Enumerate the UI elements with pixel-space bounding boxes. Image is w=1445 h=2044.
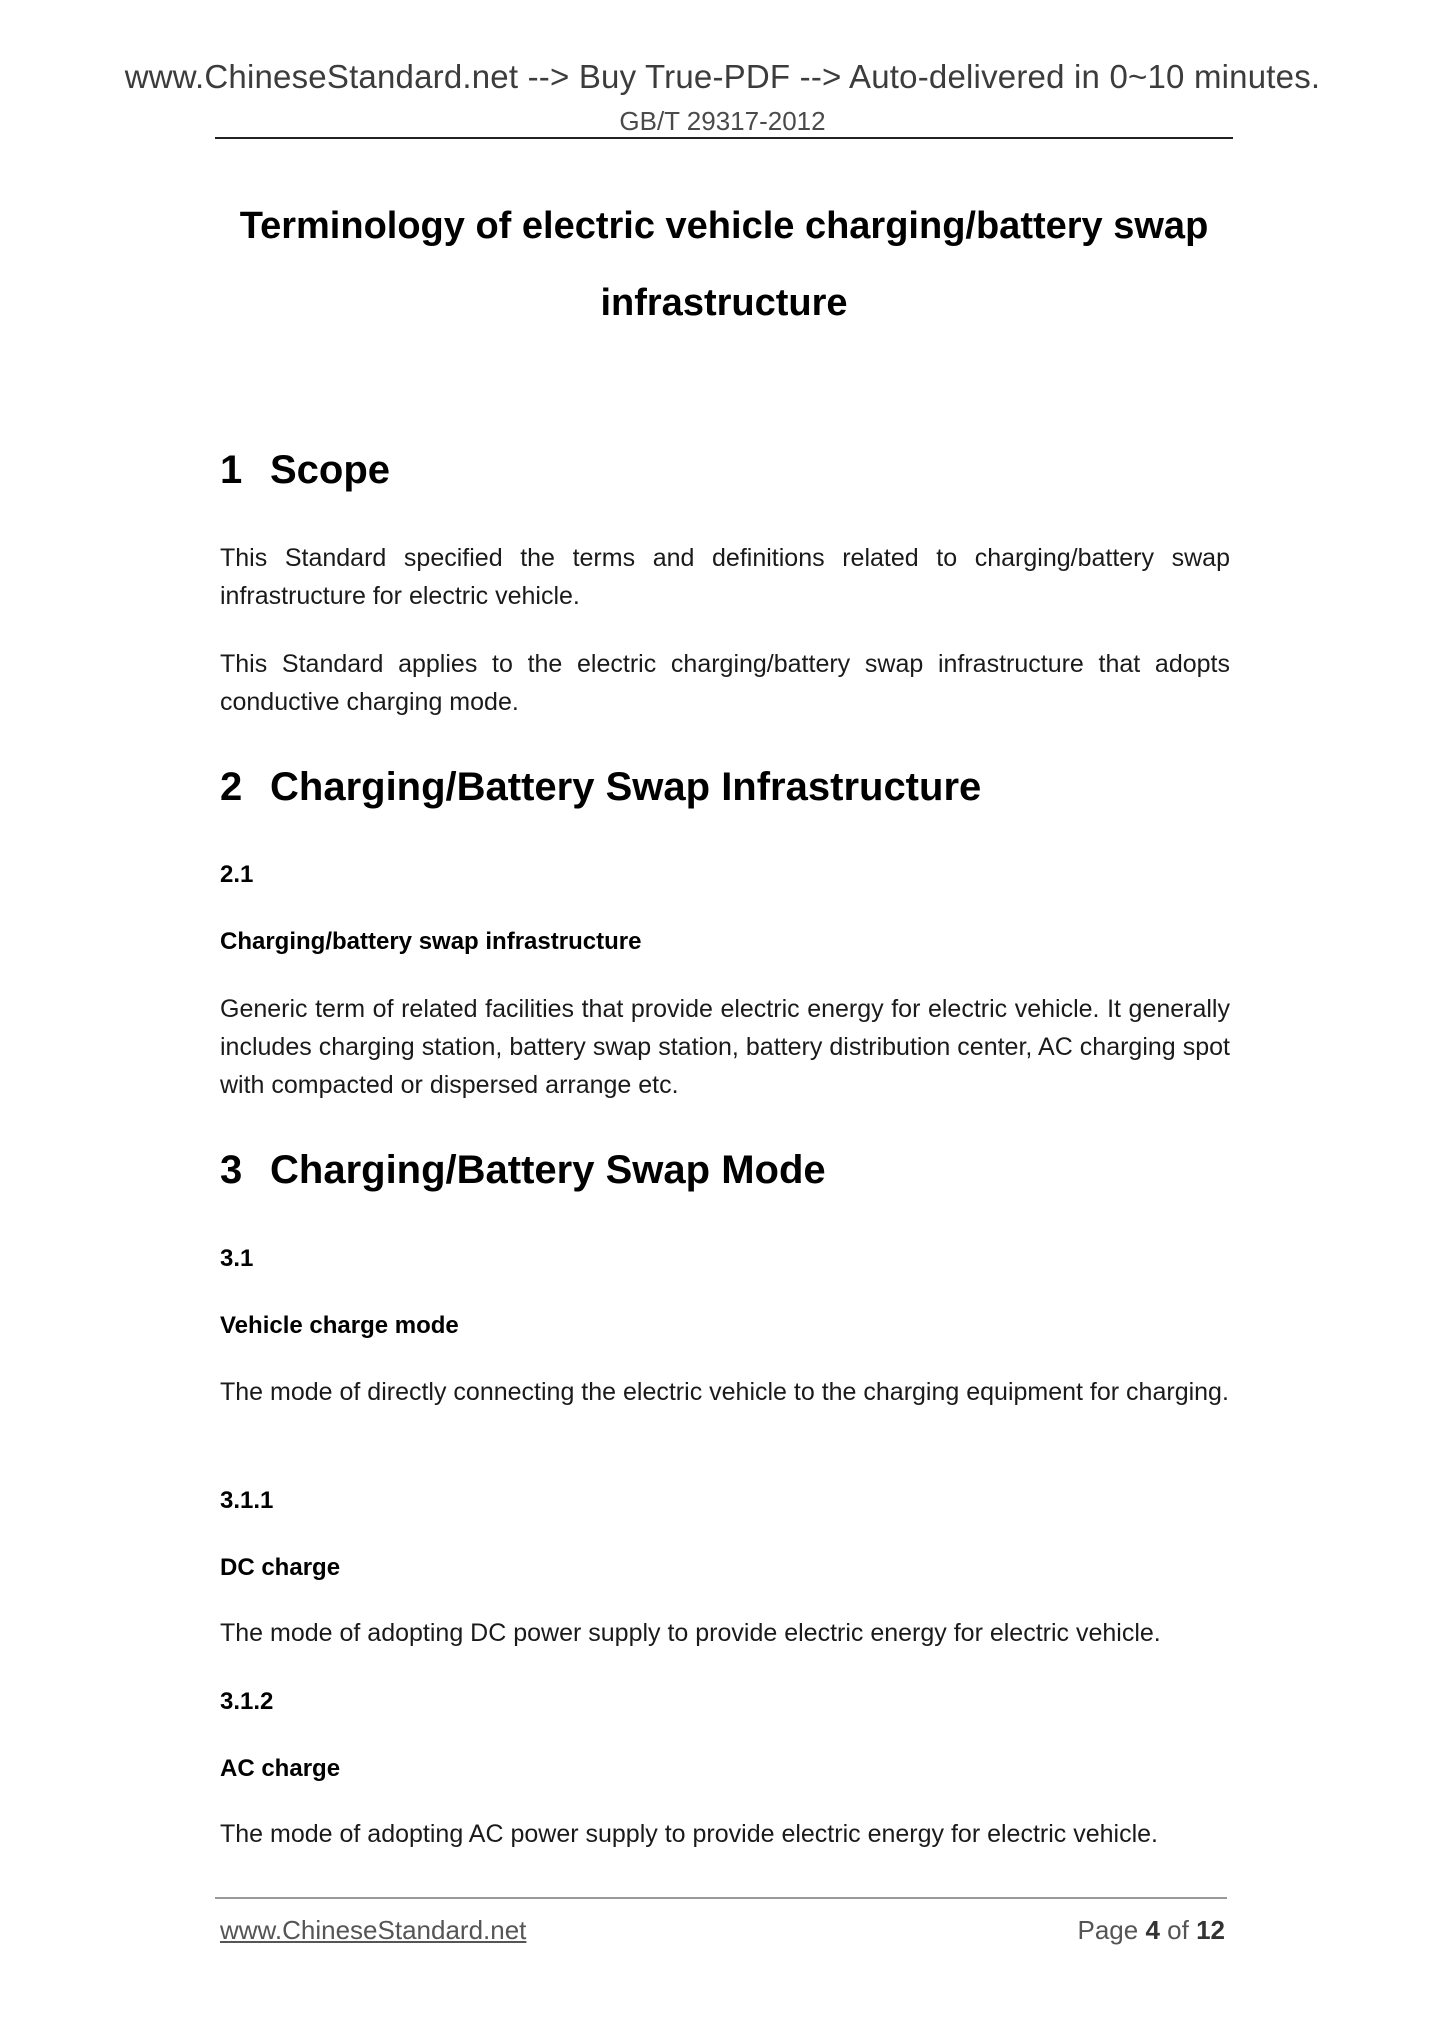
section-title: Charging/Battery Swap Infrastructure: [270, 765, 982, 809]
term-definition: The mode of adopting DC power supply to provide electric energy for electric vehicle.: [220, 1619, 1161, 1647]
section-number: 1: [220, 448, 243, 492]
term-definition: The mode of directly connecting the electric vehicle to the charging equipment for charging.: [220, 1378, 1229, 1406]
section-heading-scope: [220, 448, 390, 493]
document-title: [215, 188, 1233, 342]
page-indicator: [1077, 1915, 1225, 1946]
footer-site-link[interactable]: www.ChineseStandard.net: [220, 1915, 527, 1945]
term-number: 3.1: [220, 1245, 254, 1272]
term-definition: Generic term of related facilities that provide electric energy for electric vehicle. It generally includes charging station, battery swap station, battery distribution center, AC charging spot with compacted or dispersed arrange etc.: [220, 995, 1230, 1099]
page-current: 4: [1145, 1915, 1160, 1945]
section-heading-infrastructure: [220, 765, 981, 810]
term-number: 3.1.2: [220, 1688, 274, 1715]
term-name: DC charge: [220, 1554, 341, 1581]
term-number: 2.1: [220, 861, 254, 888]
page-total: 12: [1196, 1915, 1225, 1945]
page-of: of: [1167, 1915, 1189, 1945]
document-title-line-2: infrastructure: [600, 282, 848, 324]
section-number: 3: [220, 1148, 243, 1192]
paragraph: This Standard applies to the electric charging/battery swap infrastructure that adopts conductive charging mode.: [220, 650, 1230, 716]
term-definition: The mode of adopting AC power supply to provide electric energy for electric vehicle.: [220, 1820, 1158, 1848]
standard-code: GB/T 29317-2012: [619, 106, 826, 136]
paragraph: This Standard specified the terms and definitions related to charging/battery swap infrastructure for electric vehicle.: [220, 544, 1230, 610]
page-prefix: Page: [1077, 1915, 1139, 1945]
term-number: 3.1.1: [220, 1487, 274, 1514]
section-number: 2: [220, 765, 243, 809]
header-banner[interactable]: www.ChineseStandard.net --> Buy True-PDF --> Auto-delivered in 0~10 minutes.: [124, 58, 1321, 95]
header-divider: [215, 137, 1233, 139]
section-title: Charging/Battery Swap Mode: [270, 1148, 826, 1192]
term-name: Vehicle charge mode: [220, 1312, 459, 1339]
document-title-line-1: Terminology of electric vehicle charging/battery swap: [239, 205, 1209, 247]
term-name: AC charge: [220, 1755, 341, 1782]
section-title: Scope: [270, 448, 391, 492]
section-heading-mode: [220, 1148, 826, 1193]
term-name: Charging/battery swap infrastructure: [220, 928, 642, 955]
footer-divider: [215, 1897, 1227, 1899]
